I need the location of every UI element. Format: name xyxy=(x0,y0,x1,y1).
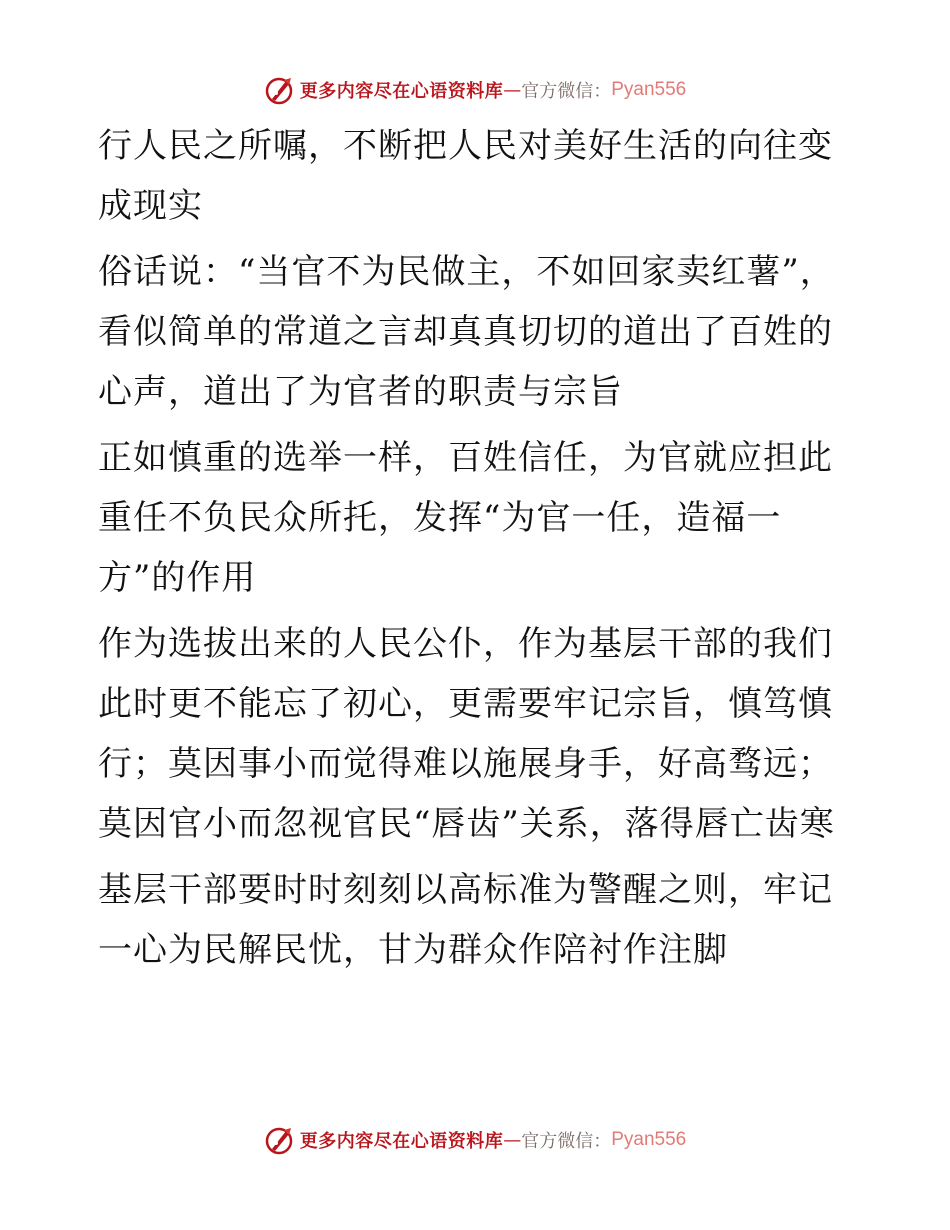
quill-pen-logo-icon xyxy=(264,1125,294,1155)
footer-brand-text: 更多内容尽在心语资料库 xyxy=(299,1131,504,1152)
header-wechat-id: Pyan556 xyxy=(611,79,687,100)
quill-pen-logo-icon xyxy=(264,75,294,105)
paragraph: 基层干部要时时刻刻以高标准为警醒之则，牢记一心为民解民忧，甘为群众作陪衬作注脚 xyxy=(98,870,833,970)
header-brand-text: 更多内容尽在心语资料库 xyxy=(299,81,504,102)
paragraph: 作为选拔出来的人民公仆，作为基层干部的我们此时更不能忘了初心，更需要牢记宗旨，慎笃慎行；莫因事小而觉得难以施展身手，好高骛远；莫因官小而忽视官民“唇齿”关系，落得唇亡齿寒 xyxy=(98,624,835,844)
paragraph: 俗话说：“当官不为民做主，不如回家卖红薯”，看似简单的常道之言却真真切切的道出了百姓的心声，道出了为官者的职责与宗旨 xyxy=(98,252,835,412)
footer-separator: — xyxy=(503,1129,522,1151)
footer-wechat-id: Pyan556 xyxy=(611,1129,687,1150)
header-wechat-label: 官方微信： xyxy=(521,81,612,102)
header-banner xyxy=(0,70,950,110)
header-separator: — xyxy=(503,79,522,101)
document-body xyxy=(98,116,854,986)
paragraph: 行人民之所嘱，不断把人民对美好生活的向往变成现实 xyxy=(98,126,833,226)
footer-banner xyxy=(0,1120,950,1160)
footer-wechat-label: 官方微信： xyxy=(521,1131,612,1152)
paragraph: 正如慎重的选举一样，百姓信任，为官就应担此重任不负民众所托，发挥“为官一任，造福一方”的作用 xyxy=(98,438,833,598)
